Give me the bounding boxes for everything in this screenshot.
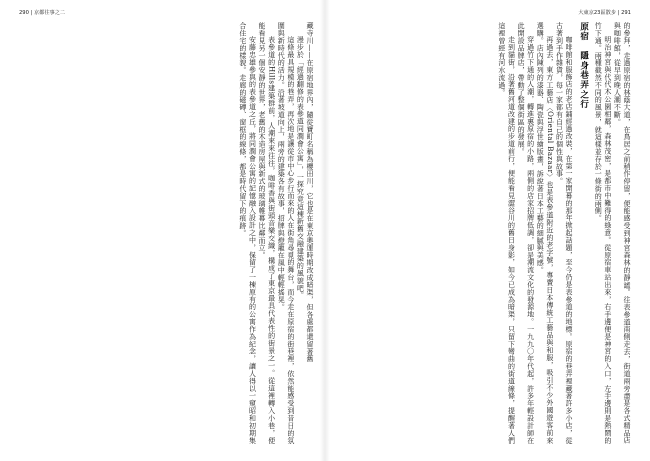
section-paragraph-2: 再過去，東方工藝店〈Oriental Bazaar〉也是表參道附近的老字號，專賣日本傳統工藝品與和服，吸引不少外國遊客前來選購。店內陳列的漆器、陶瓷與浮世繪版畫，訴說著日本工藝的細膩與美感。	[536, 22, 554, 444]
left-paragraph-5: 安藤忠雄參與的表參道之丘，將同潤會公寓的記憶融入設計之中，保留了一棟原有的公寓作為紀念，讓人得以一窺昭和初期集合住宅的樣貌。走廊的磁磚、窗框的線條，都是時代留下的痕跡。	[238, 22, 257, 444]
right-paragraph-1: 的參拜，走過原宿的林蔭大道，在鳥居之前稍作停留，便能感受到神宮森林的靜謐。往表參道南側走去，街道兩旁盡是各式精品店與咖啡館，從早到晚人潮不斷。	[613, 22, 631, 444]
right-page	[325, 0, 650, 461]
left-text-block	[22, 22, 314, 444]
left-paragraph-1: 藏寺川——在原宿地界內，隨從寶町名稱為櫻田川，它也是在東京奧運時期改成暗渠，但各處都還留著舊	[306, 22, 314, 363]
left-running-head: 290 | 京都往事之二	[19, 10, 66, 16]
left-paragraph-2: 漫步於「經過翻修的表參道同潤會公寓」，一探究竟這棟新舊交融建築的風貌吧。	[296, 36, 305, 299]
right-text-block	[339, 22, 631, 444]
left-paragraph-3: 這條最具規模的巷弄，再次地是讓從市中心步行而來的人在街角尋覓的舞台，而今走在原宿的街巷裡，依然能感受到昔日的氛圍與新時代的活力。沿著坡道向上，兩旁的建築各有故事，招牌與燈籠在風中輕輕搖晃。	[277, 22, 295, 444]
right-paragraph-2: 明治神宮與代代木公園相鄰，森林茂密，是都市中難得的綠意。從原宿車站出來，右手邊便是神宮的入口，左手邊則是熱鬧的竹下通。兩種截然不同的風景，就這樣並存於一條街的兩側。	[594, 22, 612, 444]
section-paragraph-1: 咖啡館和服飾店的老店鋪經過改裝，在第一家開幕的那年掀起話題，至今仍是表參道的地標。原宿的巷弄裡藏著許多小店，從古著到手作雜貨，每一家都有自己的個性與故事。	[555, 22, 574, 444]
section-paragraph-3: 穿過竹下通的人潮，轉進裏原宿的小路，兩側的店家招牌低調，卻是潮流文化的發源地。一九九〇年代起，許多年輕設計師在此開設品牌店，帶動了整個街區的發展。	[517, 22, 535, 444]
section-heading: 原宿 隱身巷弄之行	[578, 22, 589, 110]
left-paragraph-4: 表參道的Hills建築群前，人潮來來往往，咖啡香與街頭音樂交織，構成了東京最具代表性的街景之一。從這裡轉入小巷，便能看見另一個安靜的世界，老舊的木造房屋與新式的玻璃帷幕比鄰而立。	[258, 22, 276, 444]
section-paragraph-4: 走到貓街，沿著舊河道改建的步道前行，便能看見澀谷川的舊日身影，如今已成為暗渠，只留下彎曲的街道線條，提醒著人們這裡曾經有河水流過。	[497, 22, 516, 444]
right-running-head: 大東京23區散步 | 291	[578, 10, 631, 16]
